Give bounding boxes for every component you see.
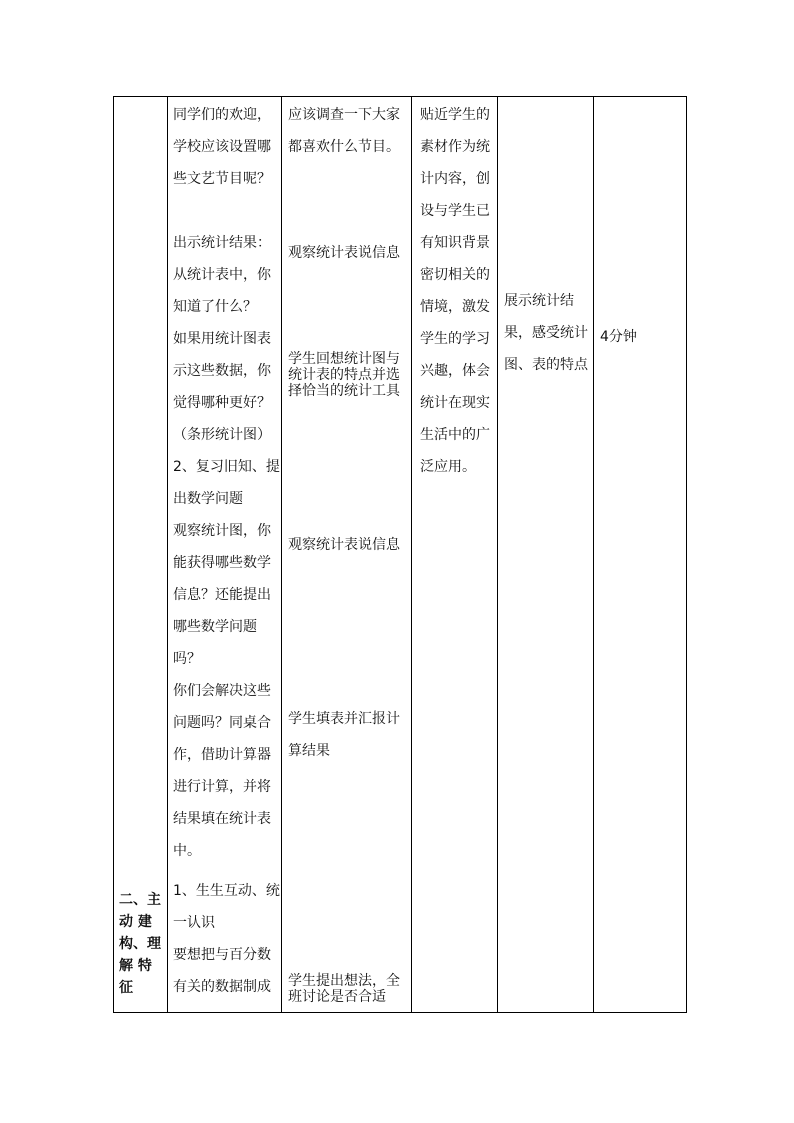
intent-line: 贴近学生的	[420, 107, 490, 123]
student-line: 学生回想统计图与	[288, 351, 400, 367]
intent-line: 统计在现实	[420, 395, 490, 411]
teacher-line: 中。	[173, 843, 201, 859]
teacher-line: 作，借助计算器	[173, 747, 271, 763]
phase-label-line: 构、理	[119, 936, 161, 952]
intent-line: 泛应用。	[420, 459, 476, 475]
teacher-line: 进行计算，并将	[173, 779, 271, 795]
teacher-line: 学校应该设置哪	[173, 139, 271, 155]
teacher-line: 觉得哪种更好？	[173, 395, 271, 411]
teacher-line: 出数学问题	[173, 491, 243, 507]
design-intent-column	[420, 99, 490, 483]
student-line: 观察统计表说信息	[288, 537, 400, 553]
time-allotment	[600, 321, 637, 353]
teacher-line: 要想把与百分数	[173, 947, 271, 963]
intent-line: 设与学生已	[420, 203, 490, 219]
phase-label-line: 二、主	[119, 892, 161, 908]
teacher-activity-column-part2	[173, 875, 280, 1003]
phase-label-line: 征	[119, 980, 133, 996]
teacher-line: 出示统计结果：	[173, 235, 271, 251]
teacher-line: 结果填在统计表	[173, 811, 271, 827]
teacher-line: 问题吗？同桌合	[173, 715, 271, 731]
column-divider	[167, 97, 168, 1012]
goal-line: 图、表的特点	[504, 357, 588, 373]
teacher-line: 2、复习旧知、提	[173, 459, 280, 475]
lesson-plan-table	[113, 96, 687, 1013]
teacher-line: 些文艺节目呢？	[173, 171, 271, 187]
intent-line: 有知识背景	[420, 235, 490, 251]
teacher-line: （条形统计图）	[173, 427, 271, 443]
student-line: 班讨论是否合适	[288, 989, 386, 1005]
column-divider	[411, 97, 412, 1012]
teacher-line: 知道了什么？	[173, 299, 257, 315]
intent-line: 密切相关的	[420, 267, 490, 283]
teacher-line: 一认识	[173, 915, 215, 931]
goal-column	[504, 285, 588, 381]
intent-line: 素材作为统	[420, 139, 490, 155]
column-divider	[497, 97, 498, 1012]
goal-line: 展示统计结	[504, 293, 574, 309]
teacher-line: 信息？还能提出	[173, 587, 271, 603]
student-activity-5	[288, 703, 400, 767]
intent-line: 生活中的广	[420, 427, 490, 443]
teacher-line: 观察统计图，你	[173, 523, 271, 539]
student-activity-6	[288, 973, 400, 1005]
time-value: 4分钟	[600, 329, 637, 345]
teacher-line: 能获得哪些数学	[173, 555, 271, 571]
intent-line: 兴趣，体会	[420, 363, 490, 379]
teacher-line: 从统计表中，你	[173, 267, 271, 283]
teacher-line: 有关的数据制成	[173, 979, 271, 995]
teacher-line: 示这些数据，你	[173, 363, 271, 379]
student-line: 择恰当的统计工具	[288, 383, 400, 399]
column-divider	[593, 97, 594, 1012]
intent-line: 计内容，创	[420, 171, 490, 187]
teacher-line: 哪些数学问题	[173, 619, 257, 635]
student-line: 观察统计表说信息	[288, 245, 400, 261]
teacher-activity-column	[173, 99, 280, 867]
teacher-line: 你们会解决这些	[173, 683, 271, 699]
teacher-line: 同学们的欢迎，	[173, 107, 271, 123]
teacher-line: 1、生生互动、统	[173, 883, 280, 899]
phase-label	[119, 889, 161, 999]
student-line: 统计表的特点并选	[288, 367, 400, 383]
student-line: 学生填表并汇报计	[288, 711, 400, 727]
phase-label-line: 动 建	[119, 914, 152, 930]
column-divider	[281, 97, 282, 1012]
student-activity-4	[288, 529, 400, 561]
goal-line: 果，感受统计	[504, 325, 588, 341]
phase-label-line: 解 特	[119, 958, 152, 974]
intent-line: 情境，激发	[420, 299, 490, 315]
teacher-line: 如果用统计图表	[173, 331, 271, 347]
intent-line: 学生的学习	[420, 331, 490, 347]
student-line: 都喜欢什么节目。	[288, 139, 400, 155]
teacher-line: 吗？	[173, 651, 201, 667]
student-line: 应该调查一下大家	[288, 107, 400, 123]
teacher-line	[173, 195, 280, 227]
student-activity-3	[288, 351, 400, 399]
student-activity-2	[288, 237, 400, 269]
student-activity-1	[288, 99, 400, 163]
student-line: 算结果	[288, 743, 330, 759]
student-line: 学生提出想法，全	[288, 973, 400, 989]
